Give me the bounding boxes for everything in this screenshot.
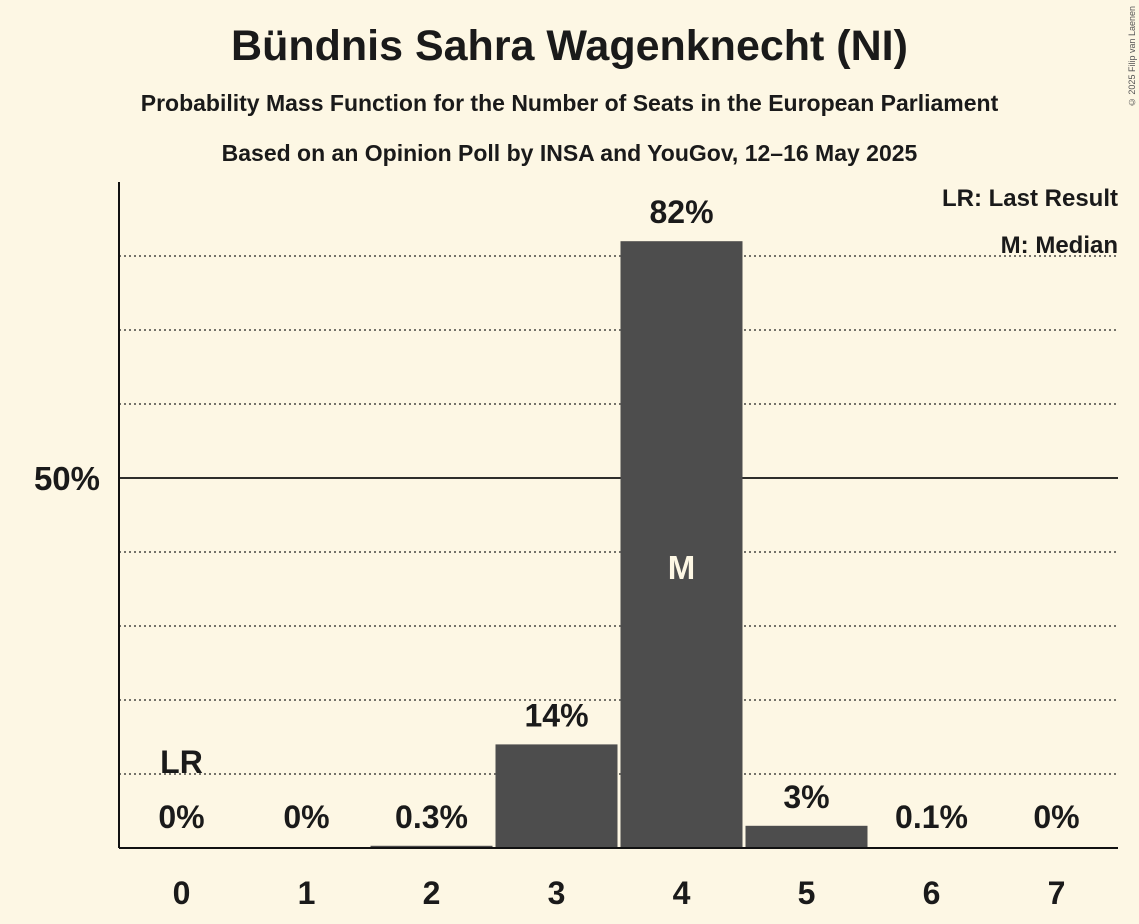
y-tick-label: 50% — [33, 460, 100, 497]
x-tick-label-5: 5 — [797, 875, 816, 911]
median-marker: M — [667, 548, 696, 586]
x-tick-label-3: 3 — [547, 875, 566, 911]
x-tick-label-1: 1 — [297, 875, 316, 911]
bar-3 — [496, 744, 618, 848]
value-label-7: 0% — [1033, 799, 1080, 835]
last-result-marker: LR — [160, 744, 203, 780]
value-label-0: 0% — [158, 799, 205, 835]
value-label-6: 0.1% — [895, 799, 968, 835]
value-label-3: 14% — [524, 697, 589, 734]
value-label-4: 82% — [649, 194, 714, 231]
bar-5 — [746, 826, 868, 848]
x-tick-label-2: 2 — [422, 875, 441, 911]
chart-subtitle-source: Based on an Opinion Poll by INSA and YouGov, 12–16 May 2025 — [221, 140, 918, 166]
legend-median: M: Median — [1000, 232, 1118, 259]
x-tick-label-0: 0 — [172, 875, 191, 911]
value-label-2: 0.3% — [395, 799, 468, 835]
chart-subtitle: Probability Mass Function for the Number of Seats in the European Parliament — [140, 90, 999, 116]
legend-last-result: LR: Last Result — [941, 185, 1118, 212]
copyright-note: © 2025 Filip van Laenen — [1127, 6, 1137, 108]
x-tick-label-7: 7 — [1047, 875, 1066, 911]
value-label-1: 0% — [283, 799, 330, 835]
x-tick-label-4: 4 — [672, 875, 691, 911]
x-tick-label-6: 6 — [922, 875, 941, 911]
chart-title: Bündnis Sahra Wagenknecht (NI) — [231, 22, 908, 70]
value-label-5: 3% — [783, 778, 830, 815]
bar-4 — [621, 241, 743, 848]
